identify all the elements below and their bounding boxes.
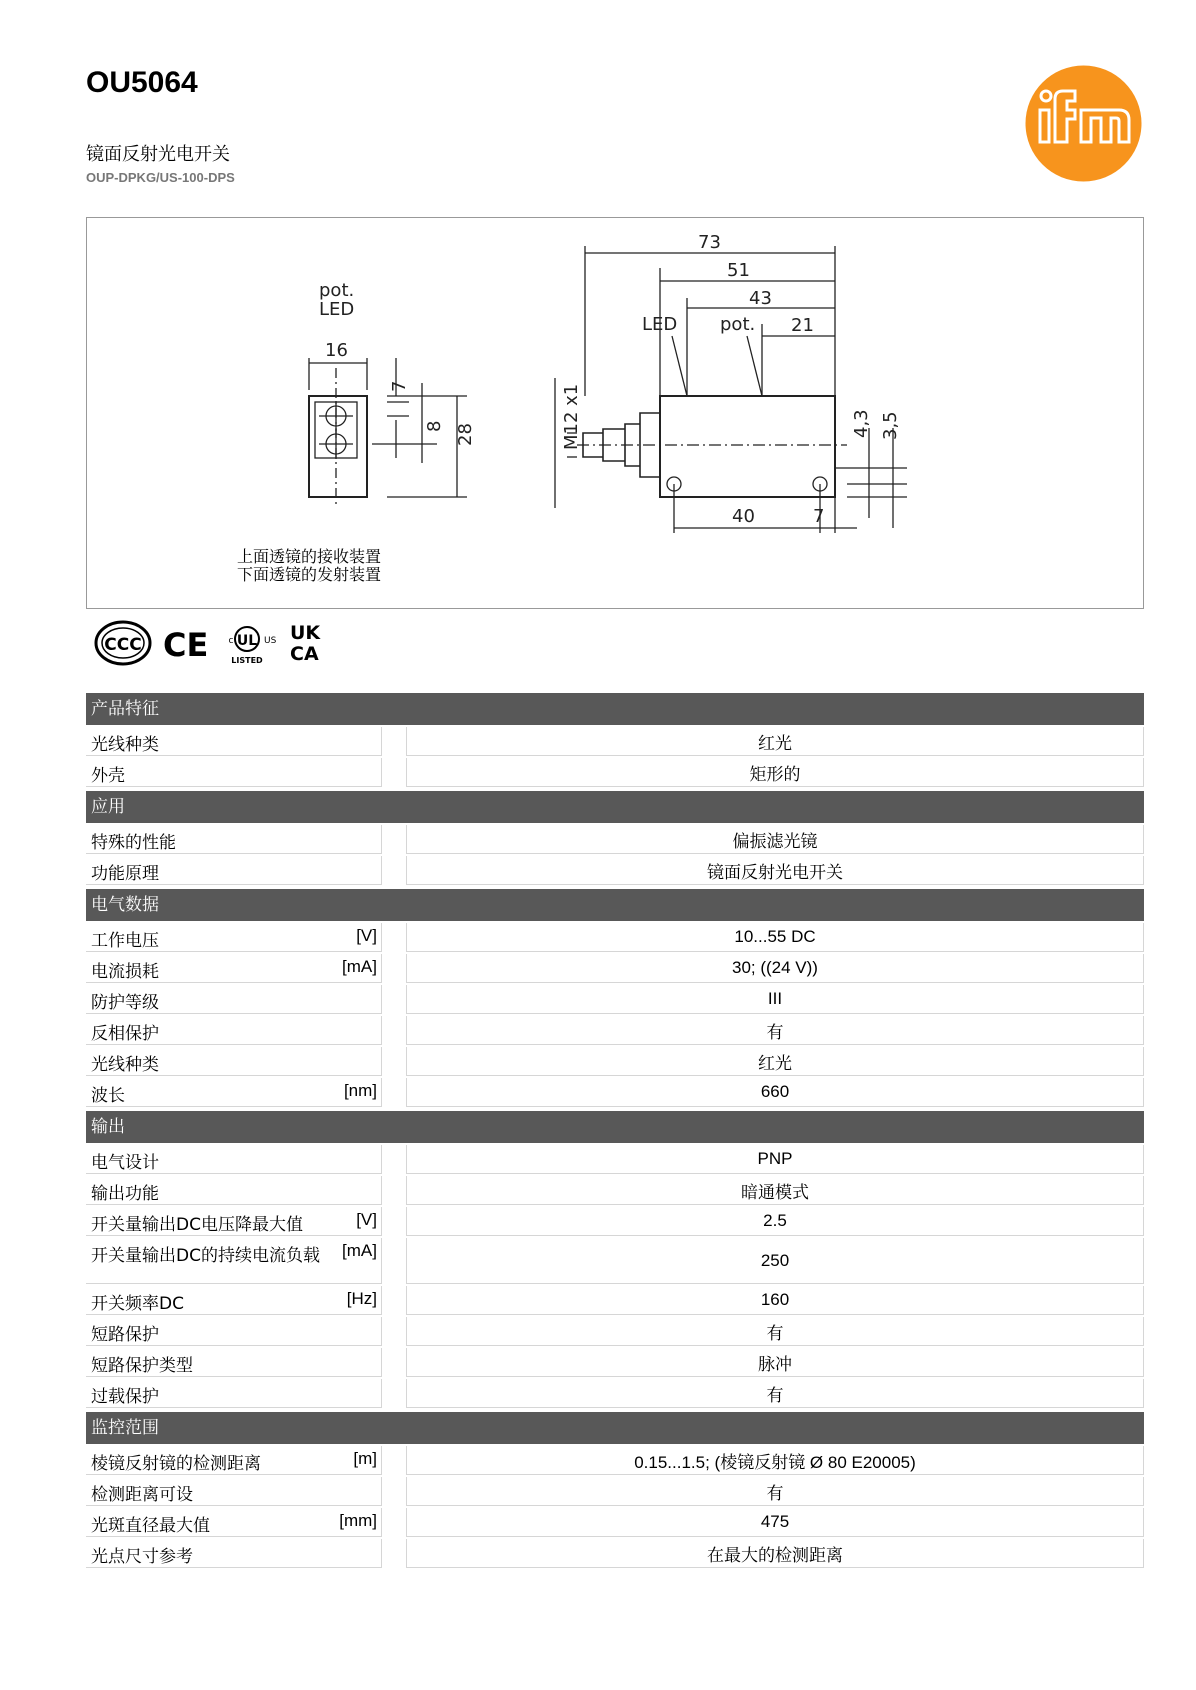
- note-emitter: 下面透镜的发射装置: [237, 565, 382, 584]
- spec-row: [86, 1207, 1144, 1236]
- spec-row: [86, 1286, 1144, 1315]
- dim-8: 8: [424, 420, 445, 432]
- spec-label: 防护等级: [91, 993, 159, 1013]
- spec-value: 160: [406, 1286, 1144, 1315]
- spec-row: [86, 1176, 1144, 1205]
- spec-row: [86, 727, 1144, 756]
- spec-label: 过载保护: [91, 1387, 159, 1407]
- spec-label: 光斑直径最大值: [91, 1516, 210, 1536]
- spec-label-cell: [86, 856, 382, 885]
- spec-row: [86, 1238, 1144, 1284]
- spec-label-cell: [86, 1379, 382, 1408]
- spec-value: 红光: [406, 727, 1144, 756]
- spec-label-cell: [86, 1348, 382, 1377]
- spec-label-cell: [86, 727, 382, 756]
- spec-label: 开关量输出DC电压降最大值: [91, 1215, 303, 1235]
- spec-label-cell: [86, 758, 382, 787]
- spec-label-cell: [86, 1176, 382, 1205]
- spec-value: 在最大的检测距离: [406, 1539, 1144, 1568]
- spec-label-cell: [86, 1078, 382, 1107]
- spec-label-cell: [86, 923, 382, 952]
- dim-3-5: 3,5: [880, 411, 901, 440]
- spec-value: 475: [406, 1508, 1144, 1537]
- product-title: OU5064: [86, 66, 198, 99]
- spec-row: [86, 856, 1144, 885]
- spec-row: [86, 985, 1144, 1014]
- spec-row: [86, 1047, 1144, 1076]
- spec-row: [86, 1145, 1144, 1174]
- product-subtitle: 镜面反射光电开关: [86, 144, 230, 165]
- article-code: OUP-DPKG/US-100-DPS: [86, 170, 235, 185]
- label-pot-right: pot.: [720, 314, 756, 335]
- spec-value: 脉冲: [406, 1348, 1144, 1377]
- spec-row: [86, 1348, 1144, 1377]
- section-header: 输出: [86, 1111, 1144, 1143]
- spec-value: 有: [406, 1477, 1144, 1506]
- spec-row: [86, 1508, 1144, 1537]
- spec-label-cell: [86, 1016, 382, 1045]
- spec-label: 波长: [91, 1086, 125, 1106]
- spec-row: [86, 1446, 1144, 1475]
- spec-unit: [V]: [356, 1210, 377, 1229]
- spec-unit: [mA]: [342, 1241, 377, 1260]
- svg-text:CA: CA: [290, 643, 319, 665]
- spec-label-cell: [86, 1207, 382, 1236]
- spec-label: 输出功能: [91, 1184, 159, 1204]
- spec-unit: [Hz]: [346, 1289, 377, 1308]
- spec-row: [86, 1078, 1144, 1107]
- spec-label: 棱镜反射镜的检测距离: [91, 1454, 261, 1474]
- dim-73: 73: [698, 232, 721, 253]
- spec-unit: [V]: [356, 926, 377, 945]
- spec-value: 矩形的: [406, 758, 1144, 787]
- spec-value: 有: [406, 1317, 1144, 1346]
- spec-label-cell: [86, 1047, 382, 1076]
- ifm-logo: [1025, 65, 1142, 182]
- svg-text:c: c: [228, 636, 234, 646]
- certification-marks: [94, 615, 334, 671]
- spec-label-cell: [86, 1238, 382, 1284]
- spec-value: 30; ((24 V)): [406, 954, 1144, 983]
- svg-text:US: US: [264, 636, 277, 646]
- dimension-drawing: [86, 217, 1144, 609]
- spec-row: [86, 1317, 1144, 1346]
- spec-row: [86, 1477, 1144, 1506]
- label-led-left: LED: [319, 299, 355, 320]
- spec-label: 功能原理: [91, 864, 159, 884]
- ce-mark-icon: CE: [163, 626, 209, 664]
- section-header: 监控范围: [86, 1412, 1144, 1444]
- spec-label: 开关量输出DC的持续电流负载: [91, 1246, 320, 1266]
- spec-label-cell: [86, 1539, 382, 1568]
- thread-label: M12 x1: [561, 383, 582, 450]
- section-header: 产品特征: [86, 693, 1144, 725]
- spec-value: III: [406, 985, 1144, 1014]
- spec-label: 短路保护: [91, 1325, 159, 1345]
- ccc-mark-icon: [96, 622, 150, 664]
- spec-row: [86, 1379, 1144, 1408]
- ukca-mark-icon: [290, 622, 321, 665]
- spec-value: 250: [406, 1238, 1144, 1284]
- spec-row: [86, 825, 1144, 854]
- dim-16: 16: [325, 340, 348, 361]
- svg-text:LISTED: LISTED: [231, 656, 263, 665]
- spec-value: 有: [406, 1379, 1144, 1408]
- spec-label: 光线种类: [91, 735, 159, 755]
- spec-value: PNP: [406, 1145, 1144, 1174]
- spec-value: 有: [406, 1016, 1144, 1045]
- spec-row: [86, 1016, 1144, 1045]
- spec-label-cell: [86, 1477, 382, 1506]
- svg-text:UL: UL: [236, 633, 258, 649]
- spec-value: 偏振滤光镜: [406, 825, 1144, 854]
- spec-label: 短路保护类型: [91, 1356, 193, 1376]
- spec-row: [86, 923, 1144, 952]
- spec-value: 0.15...1.5; (棱镜反射镜 Ø 80 E20005): [406, 1446, 1144, 1475]
- label-pot-left: pot.: [319, 280, 355, 301]
- spec-value: 暗通模式: [406, 1176, 1144, 1205]
- note-receiver: 上面透镜的接收装置: [237, 547, 382, 566]
- spec-unit: [mA]: [342, 957, 377, 976]
- spec-table: [86, 693, 1144, 1568]
- spec-value: 红光: [406, 1047, 1144, 1076]
- ul-mark-icon: [229, 627, 277, 665]
- spec-unit: [m]: [353, 1449, 377, 1468]
- spec-label: 电气设计: [91, 1153, 159, 1173]
- spec-row: [86, 758, 1144, 787]
- spec-value: 660: [406, 1078, 1144, 1107]
- spec-label: 反相保护: [91, 1024, 159, 1044]
- spec-label: 工作电压: [91, 931, 159, 951]
- spec-label: 光线种类: [91, 1055, 159, 1075]
- dim-43: 43: [749, 288, 772, 309]
- spec-label: 特殊的性能: [91, 833, 176, 853]
- spec-unit: [mm]: [339, 1511, 377, 1530]
- spec-row: [86, 1539, 1144, 1568]
- dim-28: 28: [455, 423, 476, 446]
- spec-label: 外壳: [91, 766, 125, 786]
- label-led-right: LED: [642, 314, 678, 335]
- spec-label: 开关频率DC: [91, 1294, 184, 1314]
- spec-label: 电流损耗: [91, 962, 159, 982]
- dim-21: 21: [791, 315, 814, 336]
- spec-label: 光点尺寸参考: [91, 1547, 193, 1567]
- spec-label-cell: [86, 1317, 382, 1346]
- spec-label: 检测距离可设: [91, 1485, 193, 1505]
- dim-7b: 7: [813, 506, 825, 527]
- dim-51: 51: [727, 260, 750, 281]
- spec-label-cell: [86, 985, 382, 1014]
- svg-text:CCC: CCC: [104, 635, 142, 655]
- spec-label-cell: [86, 1446, 382, 1475]
- spec-label-cell: [86, 1508, 382, 1537]
- spec-value: 10...55 DC: [406, 923, 1144, 952]
- svg-text:UK: UK: [290, 622, 321, 644]
- spec-value: 镜面反射光电开关: [406, 856, 1144, 885]
- spec-unit: [nm]: [343, 1081, 377, 1100]
- spec-label-cell: [86, 1145, 382, 1174]
- spec-label-cell: [86, 1286, 382, 1315]
- dim-7: 7: [389, 380, 410, 392]
- section-header: 电气数据: [86, 889, 1144, 921]
- dim-4-3: 4,3: [851, 409, 872, 438]
- section-header: 应用: [86, 791, 1144, 823]
- spec-value: 2.5: [406, 1207, 1144, 1236]
- spec-label-cell: [86, 825, 382, 854]
- dim-40: 40: [732, 506, 755, 527]
- spec-label-cell: [86, 954, 382, 983]
- spec-row: [86, 954, 1144, 983]
